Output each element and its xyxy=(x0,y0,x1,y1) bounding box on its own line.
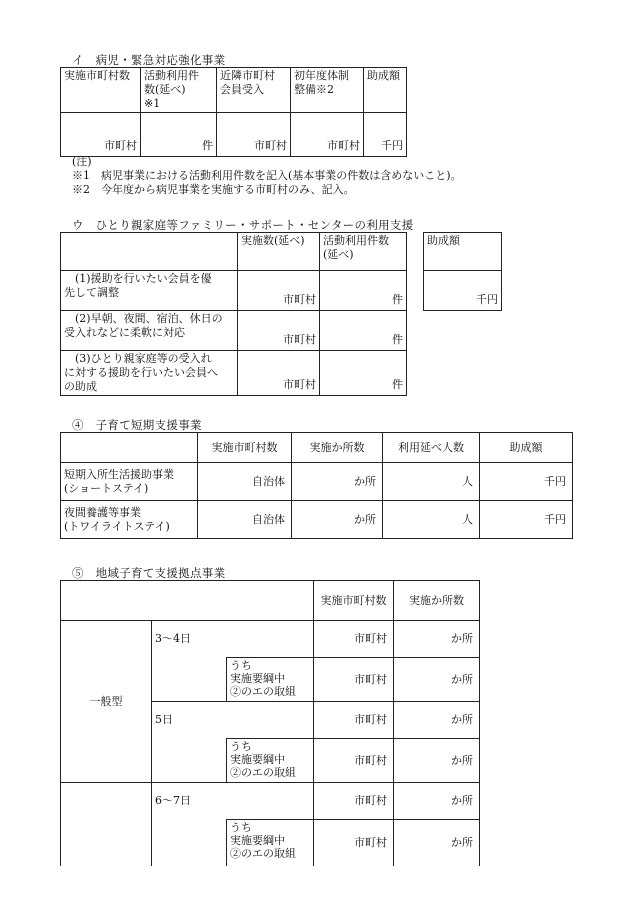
row-3-usage[interactable]: 件 xyxy=(320,351,407,396)
days-3-4-label: 3～4日 xyxy=(152,621,314,658)
days-5-label: 5日 xyxy=(152,702,314,739)
shortstay-users[interactable]: 人 xyxy=(383,463,480,501)
shortstay-municipalities[interactable]: 自治体 xyxy=(198,463,292,501)
days-3-4-places[interactable]: か所 xyxy=(394,621,480,658)
days-6-7-sub-label: うち 実施要綱中 ②のエの取組 xyxy=(227,820,314,866)
note-1: ※1 病児事業における活動利用件数を記入(基本事業の件数は含めないこと)。 xyxy=(72,169,462,182)
row-2-count[interactable]: 市町村 xyxy=(238,311,320,351)
header-users: 利用延べ人数 xyxy=(383,433,480,463)
header-places: 実施か所数 xyxy=(292,433,383,463)
grant-header: 助成額 xyxy=(424,233,502,271)
note-2: ※2 今年度から病児事業を実施する市町村のみ、記入。 xyxy=(72,183,355,196)
header-activity-count: 活動利用件 数(延べ) ※1 xyxy=(141,68,217,113)
header-empty xyxy=(61,433,198,463)
twilight-municipalities[interactable]: 自治体 xyxy=(198,501,292,539)
row-1-usage[interactable]: 件 xyxy=(320,271,407,311)
days-3-4-municipalities[interactable]: 市町村 xyxy=(314,621,394,658)
shortstay-places[interactable]: か所 xyxy=(292,463,383,501)
row-1-count[interactable]: 市町村 xyxy=(238,271,320,311)
section-5-table xyxy=(60,580,480,866)
row-shortstay-label: 短期入所生活援助事業 (ショートステイ) xyxy=(61,463,198,501)
group-2-label xyxy=(61,783,152,866)
section-u-table xyxy=(60,232,407,396)
days-6-7-places[interactable]: か所 xyxy=(394,783,480,820)
header-activity-usage: 活動利用件数 (延べ) xyxy=(320,233,407,271)
header-places: 実施か所数 xyxy=(394,581,480,621)
section-5-title: ⑤ 地域子育て支援拠点事業 xyxy=(72,566,226,580)
value-initial-setup[interactable]: 市町村 xyxy=(291,113,364,157)
value-municipalities[interactable]: 市町村 xyxy=(61,113,141,157)
section-u-grant-table xyxy=(423,232,502,311)
header-municipalities: 実施市町村数 xyxy=(61,68,141,113)
days-6-7-label: 6～7日 xyxy=(152,783,314,820)
days-5-municipalities[interactable]: 市町村 xyxy=(314,702,394,739)
header-municipalities: 実施市町村数 xyxy=(198,433,292,463)
days-5-places[interactable]: か所 xyxy=(394,702,480,739)
days-5-spacer xyxy=(152,739,227,783)
row-3-count[interactable]: 市町村 xyxy=(238,351,320,396)
header-initial-setup: 初年度体制 整備※2 xyxy=(291,68,364,113)
days-6-7-spacer xyxy=(152,820,227,866)
days-5-sub-municipalities[interactable]: 市町村 xyxy=(314,739,394,783)
days-3-4-spacer xyxy=(152,658,227,702)
row-twilight-label: 夜間養護等事業 (トワイライトステイ) xyxy=(61,501,198,539)
days-5-sub-label: うち 実施要綱中 ②のエの取組 xyxy=(227,739,314,783)
value-neighbor-members[interactable]: 市町村 xyxy=(217,113,291,157)
days-3-4-sub-places[interactable]: か所 xyxy=(394,658,480,702)
section-i-table xyxy=(60,67,407,157)
section-i-title: イ 病児・緊急対応強化事業 xyxy=(72,53,226,67)
header-municipalities: 実施市町村数 xyxy=(314,581,394,621)
value-activity-count[interactable]: 件 xyxy=(141,113,217,157)
days-6-7-sub-places[interactable]: か所 xyxy=(394,820,480,866)
row-label-3: (3)ひとり親家庭等の受入れ に対する援助を行いたい会員へ の助成 xyxy=(61,351,238,396)
general-type-label: 一般型 xyxy=(61,621,152,783)
twilight-grant[interactable]: 千円 xyxy=(480,501,573,539)
section-4-table xyxy=(60,432,573,539)
header-implementation-count: 実施数(延べ) xyxy=(238,233,320,271)
days-6-7-sub-municipalities[interactable]: 市町村 xyxy=(314,820,394,866)
section-u-title: ウ ひとり親家庭等ファミリー・サポート・センターの利用支援 xyxy=(72,218,414,232)
row-label-2: (2)早朝、夜間、宿泊、休日の 受入れなどに柔軟に対応 xyxy=(61,311,238,351)
days-3-4-sub-municipalities[interactable]: 市町村 xyxy=(314,658,394,702)
twilight-users[interactable]: 人 xyxy=(383,501,480,539)
row-label-1: (1)援助を行いたい会員を優 先して調整 xyxy=(61,271,238,311)
days-5-sub-places[interactable]: か所 xyxy=(394,739,480,783)
value-grant[interactable]: 千円 xyxy=(364,113,407,157)
shortstay-grant[interactable]: 千円 xyxy=(480,463,573,501)
twilight-places[interactable]: か所 xyxy=(292,501,383,539)
days-3-4-sub-label: うち 実施要綱中 ②のエの取組 xyxy=(227,658,314,702)
grant-value[interactable]: 千円 xyxy=(424,271,502,311)
notes-label: (注) xyxy=(72,155,92,168)
header-grant: 助成額 xyxy=(480,433,573,463)
header-neighbor-members: 近隣市町村 会員受入 xyxy=(217,68,291,113)
section-4-title: ④ 子育て短期支援事業 xyxy=(72,418,202,432)
header-empty xyxy=(61,581,314,621)
row-2-usage[interactable]: 件 xyxy=(320,311,407,351)
header-grant: 助成額 xyxy=(364,68,407,113)
days-6-7-municipalities[interactable]: 市町村 xyxy=(314,783,394,820)
header-empty xyxy=(61,233,238,271)
